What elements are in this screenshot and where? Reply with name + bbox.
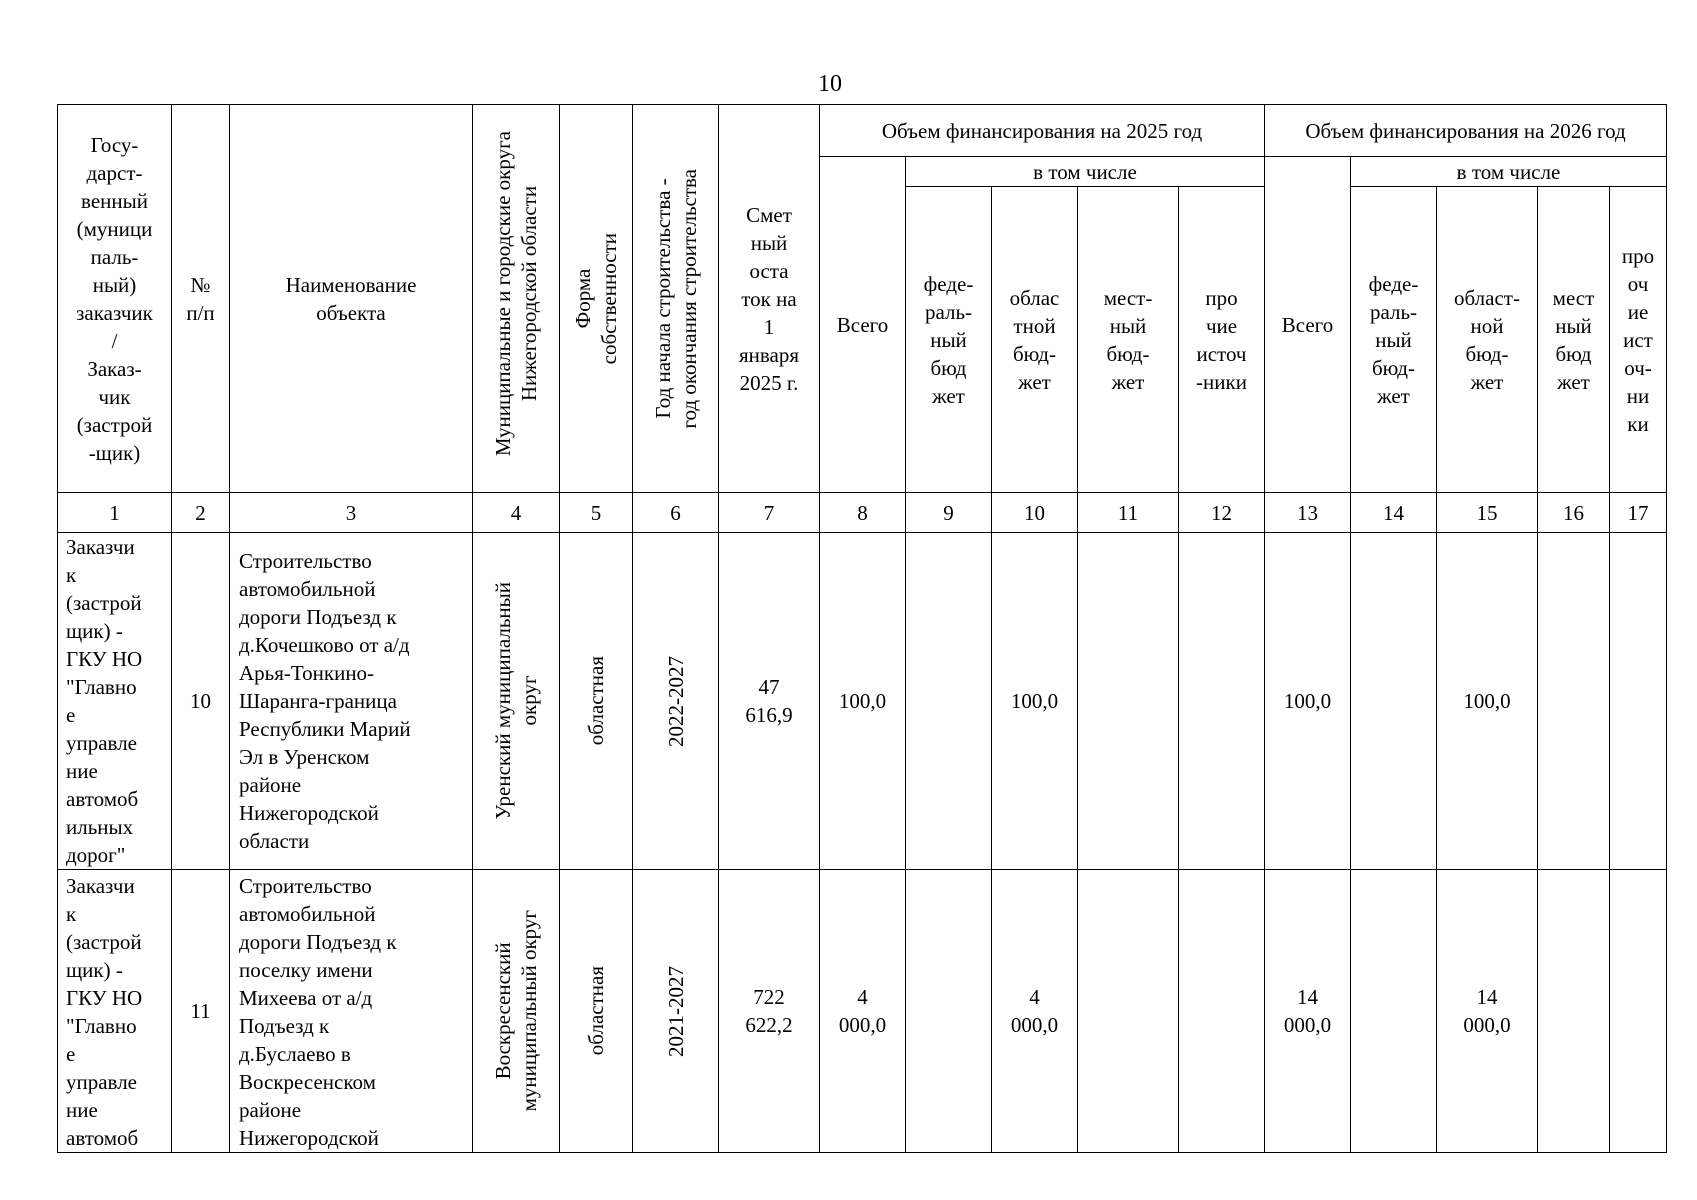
local-2026-cell <box>1538 870 1610 1153</box>
federal-2026-cell <box>1351 533 1437 870</box>
district-cell: Воскресенский муниципальный округ <box>473 870 560 1153</box>
header-other-2025: про чие источ -ники <box>1179 187 1265 493</box>
object-name-cell: Строительство автомобильной дороги Подъезд к д.Кочешково от а/д Арья-Тонкино- Шаранга-граница Республики Марий Эл в Уренском районе Нижегородской области <box>230 533 473 870</box>
other-2026-cell <box>1610 870 1667 1153</box>
customer-cell: Заказчи к (застрой щик) - ГКУ НО "Главно е управле ние автомоб <box>58 870 172 1153</box>
customer-cell: Заказчи к (застрой щик) - ГКУ НО "Главно е управле ние автомоб ильных дорог" <box>58 533 172 870</box>
header-local-2026: мест ный бюд жет <box>1538 187 1610 493</box>
column-number: 8 <box>820 493 906 533</box>
column-number: 12 <box>1179 493 1265 533</box>
page-number: 10 <box>818 71 842 97</box>
header-financing-2025: Объем финансирования на 2025 год <box>820 105 1265 157</box>
regional-2025-cell: 100,0 <box>992 533 1078 870</box>
local-2025-cell <box>1078 533 1179 870</box>
column-number: 10 <box>992 493 1078 533</box>
header-local-2025: мест- ный бюд- жет <box>1078 187 1179 493</box>
column-number: 17 <box>1610 493 1667 533</box>
column-number: 1 <box>58 493 172 533</box>
row-number-cell: 11 <box>172 870 230 1153</box>
regional-2026-cell: 14 000,0 <box>1437 870 1538 1153</box>
federal-2026-cell <box>1351 870 1437 1153</box>
header-federal-2025: феде- раль- ный бюд жет <box>906 187 992 493</box>
column-number: 2 <box>172 493 230 533</box>
table-row <box>58 533 1667 870</box>
ownership-cell: областная <box>560 870 633 1153</box>
column-number: 15 <box>1437 493 1538 533</box>
estimate-cell: 722 622,2 <box>719 870 820 1153</box>
header-construction-years: Год начала строительства - год окончания строительства <box>633 105 719 493</box>
years-cell: 2021-2027 <box>633 870 719 1153</box>
total-2026-cell: 100,0 <box>1265 533 1351 870</box>
column-number: 13 <box>1265 493 1351 533</box>
federal-2025-cell <box>906 533 992 870</box>
federal-2025-cell <box>906 870 992 1153</box>
total-2025-cell: 4 000,0 <box>820 870 906 1153</box>
years-cell: 2022-2027 <box>633 533 719 870</box>
regional-2025-cell: 4 000,0 <box>992 870 1078 1153</box>
header-including-2026: в том числе <box>1351 157 1667 187</box>
header-regional-2026: област- ной бюд- жет <box>1437 187 1538 493</box>
column-number-row <box>58 493 1667 533</box>
column-number: 7 <box>719 493 820 533</box>
header-estimate-balance: Смет ный оста ток на 1 января 2025 г. <box>719 105 820 493</box>
header-total-2025: Всего <box>820 157 906 493</box>
header-row-number: № п/п <box>172 105 230 493</box>
column-number: 3 <box>230 493 473 533</box>
district-cell: Уренский муниципальный округ <box>473 533 560 870</box>
table-row <box>58 870 1667 1153</box>
ownership-cell: областная <box>560 533 633 870</box>
header-including-2025: в том числе <box>906 157 1265 187</box>
header-federal-2026: феде- раль- ный бюд- жет <box>1351 187 1437 493</box>
total-2026-cell: 14 000,0 <box>1265 870 1351 1153</box>
column-number: 5 <box>560 493 633 533</box>
column-number: 4 <box>473 493 560 533</box>
regional-2026-cell: 100,0 <box>1437 533 1538 870</box>
other-2026-cell <box>1610 533 1667 870</box>
header-customer: Госу- дарст- венный (муници паль- ный) заказчик / Заказ- чик (застрой -щик) <box>58 105 172 493</box>
object-name-cell: Строительство автомобильной дороги Подъезд к поселку имени Михеева от а/д Подъезд к д.Буслаево в Воскресенском районе Нижегородской <box>230 870 473 1153</box>
header-total-2026: Всего <box>1265 157 1351 493</box>
total-2025-cell: 100,0 <box>820 533 906 870</box>
header-object-name: Наименование объекта <box>230 105 473 493</box>
column-number: 11 <box>1078 493 1179 533</box>
header-other-2026: про оч ие ист оч- ни ки <box>1610 187 1667 493</box>
header-regional-2025: облас тной бюд- жет <box>992 187 1078 493</box>
row-number-cell: 10 <box>172 533 230 870</box>
local-2025-cell <box>1078 870 1179 1153</box>
other-2025-cell <box>1179 870 1265 1153</box>
column-number: 16 <box>1538 493 1610 533</box>
other-2025-cell <box>1179 533 1265 870</box>
local-2026-cell <box>1538 533 1610 870</box>
header-ownership: Форма собственности <box>560 105 633 493</box>
header-financing-2026: Объем финансирования на 2026 год <box>1265 105 1667 157</box>
column-number: 14 <box>1351 493 1437 533</box>
header-districts: Муниципальные и городские округа Нижегородской области <box>473 105 560 493</box>
column-number: 9 <box>906 493 992 533</box>
estimate-cell: 47 616,9 <box>719 533 820 870</box>
construction-financing-table <box>57 104 1667 1153</box>
column-number: 6 <box>633 493 719 533</box>
